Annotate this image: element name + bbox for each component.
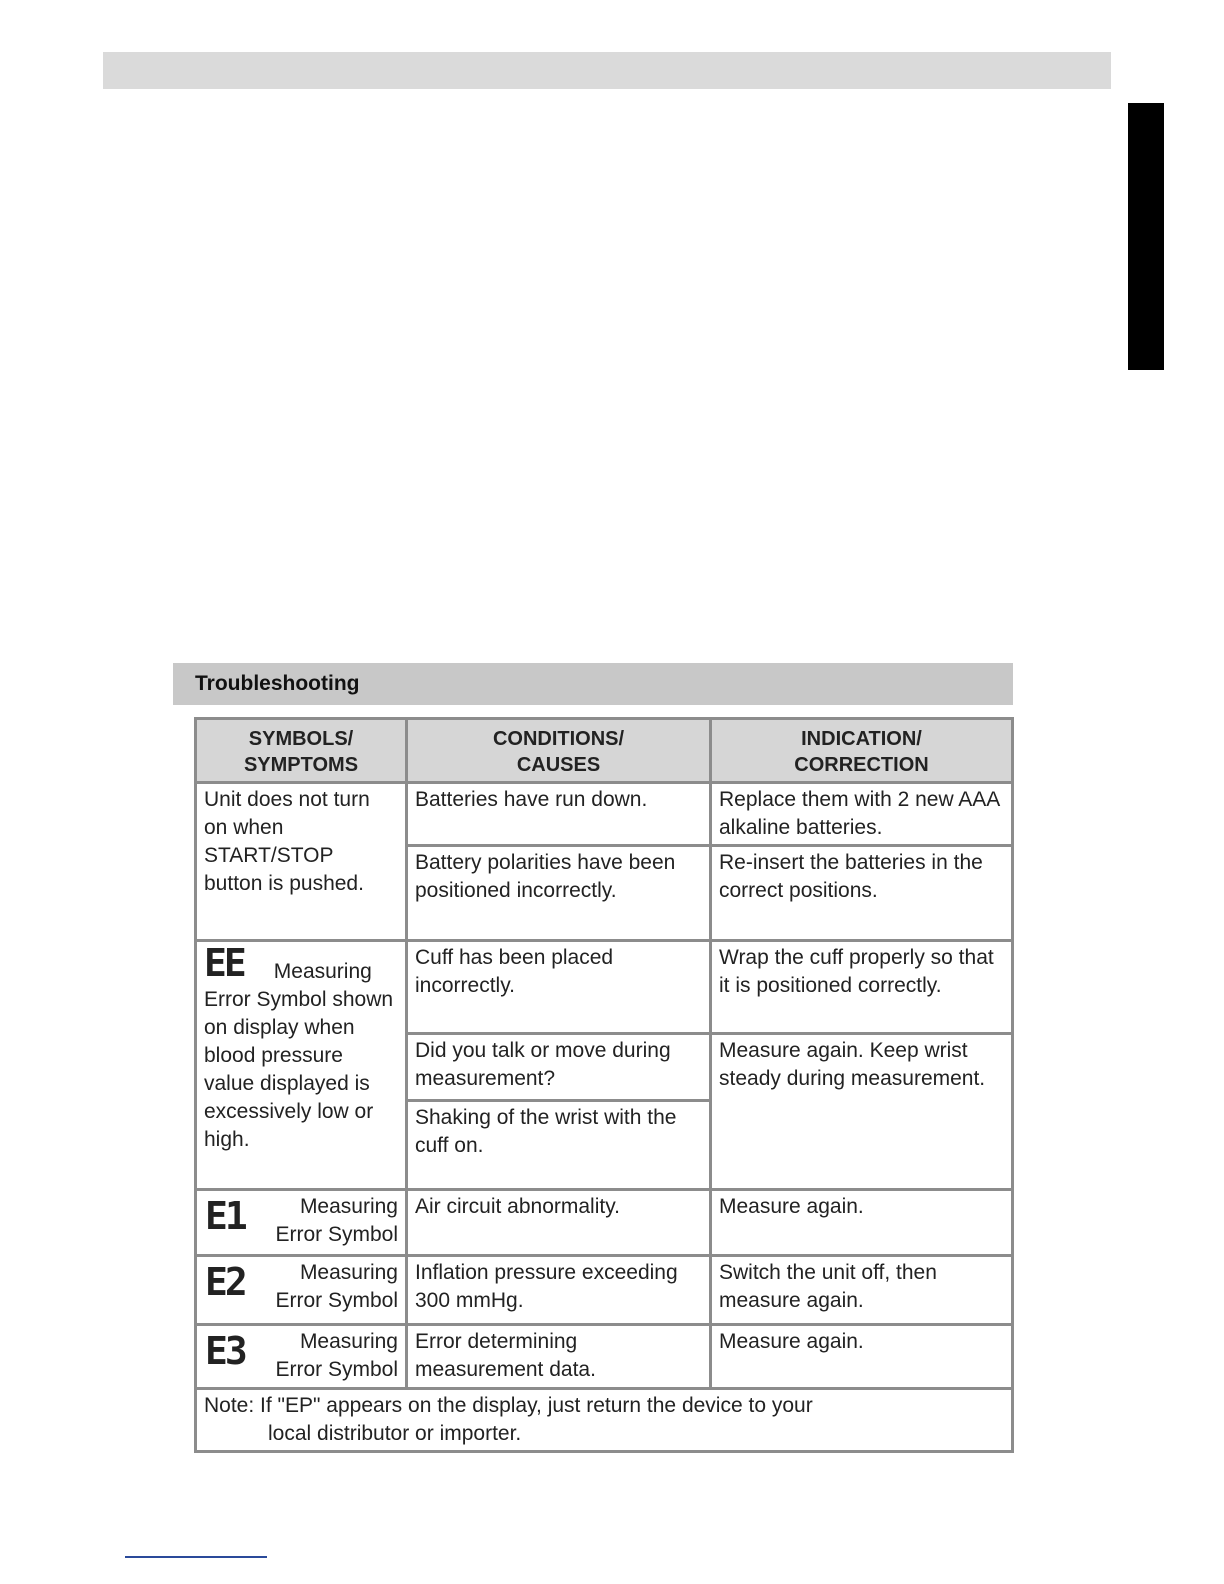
symptom-e3-cell: [196, 1325, 407, 1389]
table-header-row: [196, 719, 1013, 783]
section-title: Troubleshooting: [173, 663, 1013, 705]
symptom-ee-cell: [196, 941, 407, 1190]
troubleshooting-table: [194, 717, 1014, 1453]
symptom-power-cell: Unit does not turn on when START/STOP button is pushed.: [196, 783, 407, 941]
ee-symptom-text: Error Symbol shown on display when blood pressure value displayed is excessively low or high.: [204, 988, 394, 1151]
side-tab-marker: [1128, 103, 1164, 370]
e2-label: Measuring Error Symbol: [275, 1261, 398, 1312]
e2-error-glyph: E2: [205, 1260, 245, 1304]
correction-cell: Replace them with 2 new AAA alkaline batteries.: [711, 783, 1013, 846]
correction-cell: Measure again. Keep wrist steady during measurement.: [711, 1034, 1013, 1190]
symptom-e2-cell: [196, 1256, 407, 1325]
header-indication: INDICATION/ CORRECTION: [711, 719, 1013, 783]
correction-cell: Switch the unit off, then measure again.: [711, 1256, 1013, 1325]
table-row: [196, 783, 1013, 846]
header-conditions: CONDITIONS/ CAUSES: [407, 719, 711, 783]
e1-error-glyph: E1: [205, 1194, 245, 1238]
cause-cell: Shaking of the wrist with the cuff on.: [407, 1101, 711, 1190]
note-cell: [196, 1389, 1013, 1452]
e3-label: Measuring Error Symbol: [275, 1330, 398, 1381]
correction-cell: Re-insert the batteries in the correct positions.: [711, 846, 1013, 941]
cause-cell: Did you talk or move during measurement?: [407, 1034, 711, 1101]
table-row: [196, 1190, 1013, 1256]
cause-cell: Battery polarities have been positioned incorrectly.: [407, 846, 711, 941]
symptom-e1-cell: [196, 1190, 407, 1256]
cause-cell: Batteries have run down.: [407, 783, 711, 846]
note-line-1: Note: If "EP" appears on the display, just return the device to your: [204, 1394, 813, 1417]
note-line-2: local distributor or importer.: [268, 1422, 522, 1445]
ee-error-glyph: EE: [204, 941, 244, 985]
e1-label: Measuring Error Symbol: [275, 1195, 398, 1246]
cause-cell: Cuff has been placed incorrectly.: [407, 941, 711, 1034]
header-symbols: SYMBOLS/ SYMPTOMS: [196, 719, 407, 783]
top-header-band: [103, 52, 1111, 89]
footer-link-line: [125, 1556, 267, 1558]
correction-cell: Measure again.: [711, 1190, 1013, 1256]
correction-cell: Wrap the cuff properly so that it is positioned correctly.: [711, 941, 1013, 1034]
note-row: [196, 1389, 1013, 1452]
table-row: [196, 1256, 1013, 1325]
table-row: [196, 1325, 1013, 1389]
e3-error-glyph: E3: [205, 1329, 245, 1373]
ee-measuring-label: Measuring: [273, 960, 372, 983]
cause-cell: Error determining measurement data.: [407, 1325, 711, 1389]
cause-cell: Air circuit abnormality.: [407, 1190, 711, 1256]
correction-cell: Measure again.: [711, 1325, 1013, 1389]
table-row: [196, 941, 1013, 1034]
cause-cell: Inflation pressure exceeding 300 mmHg.: [407, 1256, 711, 1325]
